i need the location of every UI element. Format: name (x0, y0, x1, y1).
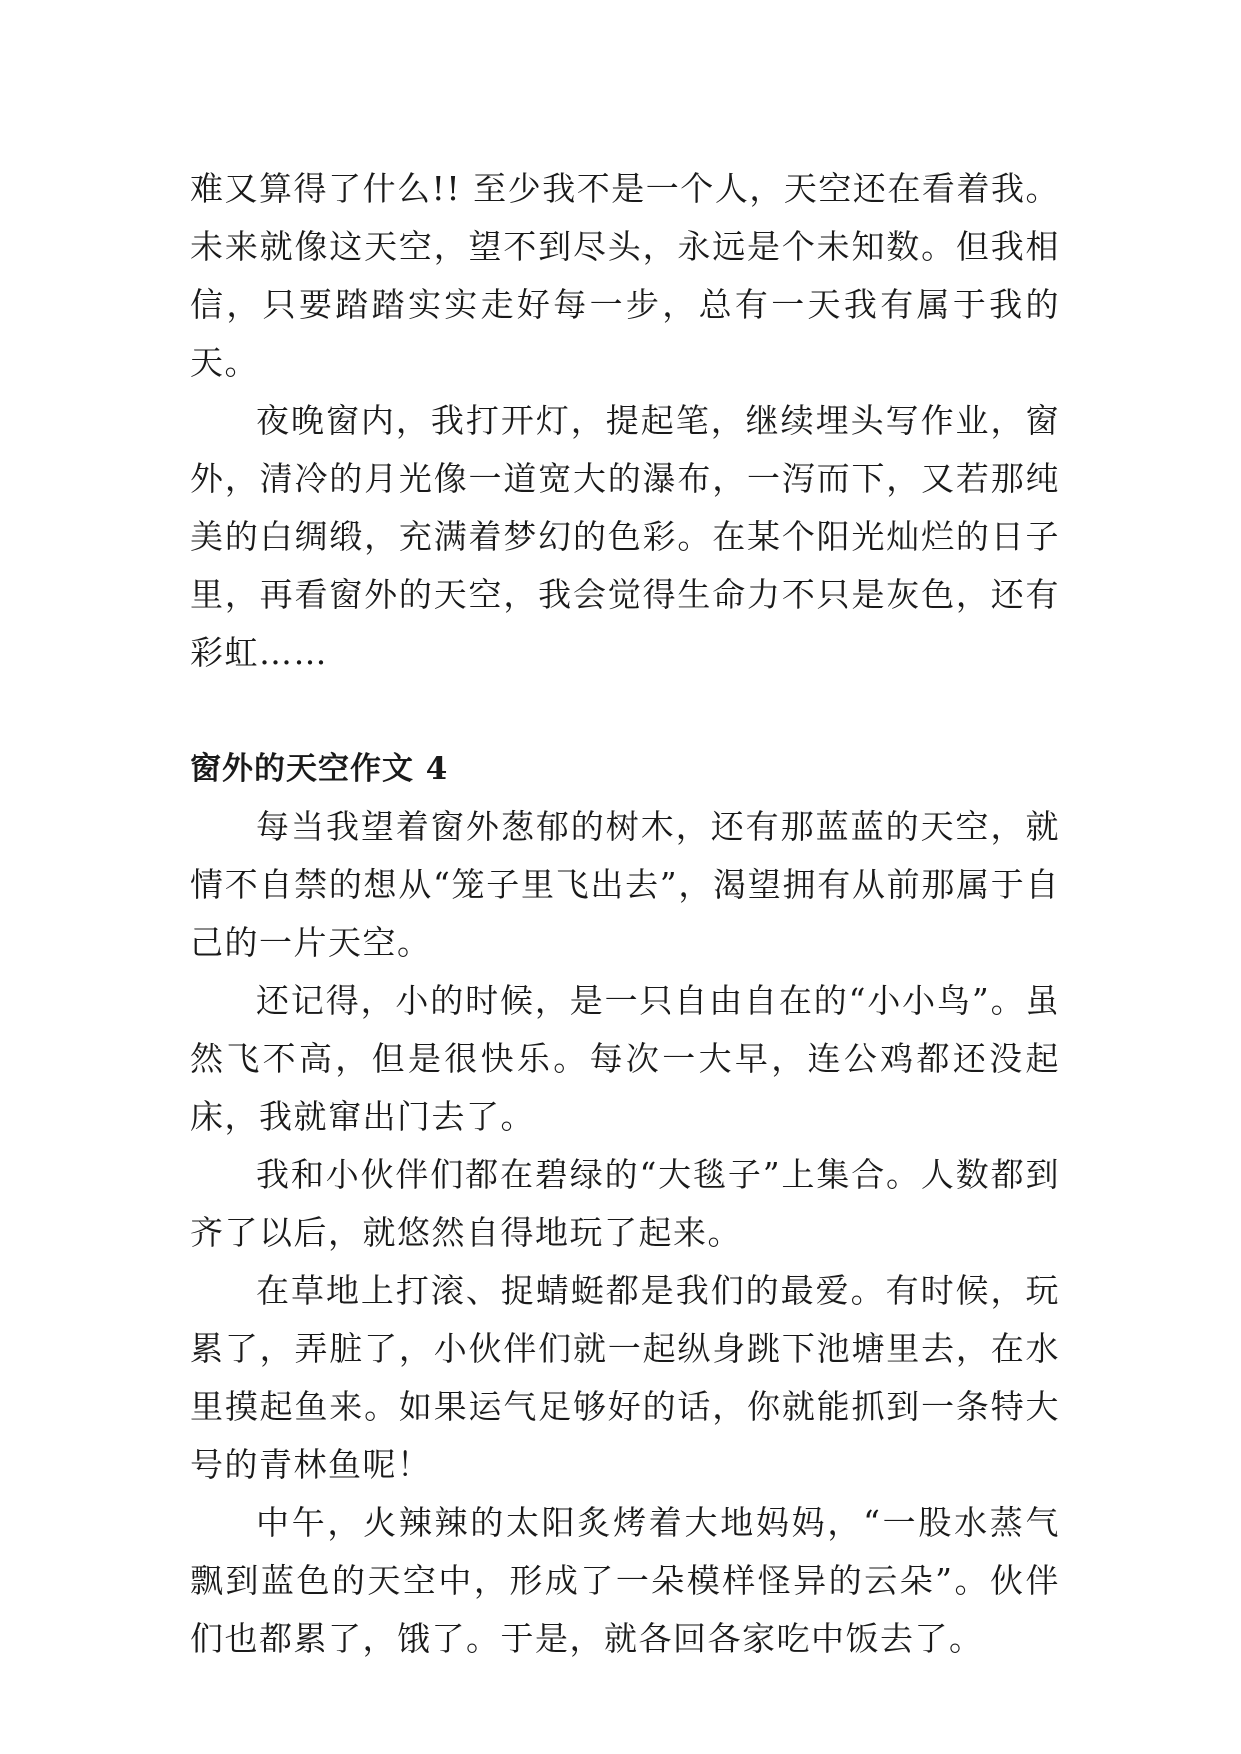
paragraph-night-window: 夜晚窗内，我打开灯，提起笔，继续埋头写作业，窗外，清冷的月光像一道宽大的瀑布，一泻而下，又若那纯美的白绸缎，充满着梦幻的色彩。在某个阳光灿烂的日子里，再看窗外的天空，我会觉得生命力不只是灰色，还有彩虹…… (190, 401, 1060, 672)
paragraph-1: 每当我望着窗外葱郁的树木，还有那蓝蓝的天空，就情不自禁的想从“笼子里飞出去”，渴望拥有从前那属于自己的一片天空。 (190, 807, 1060, 962)
paragraph-continued: 难又算得了什么!! 至少我不是一个人，天空还在看着我。未来就像这天空，望不到尽头，永远是个未知数。但我相信，只要踏踏实实走好每一步，总有一天我有属于我的天。 (190, 169, 1060, 382)
paragraph-4: 在草地上打滚、捉蜻蜓都是我们的最爱。有时候，玩累了，弄脏了，小伙伴们就一起纵身跳下池塘里去，在水里摸起鱼来。如果运气足够好的话，你就能抓到一条特大号的青林鱼呢！ (190, 1271, 1060, 1484)
document-body (190, 160, 1060, 1668)
paragraph-3: 我和小伙伴们都在碧绿的“大毯子”上集合。人数都到齐了以后，就悠然自得地玩了起来。 (190, 1155, 1060, 1252)
paragraph-5: 中午，火辣辣的太阳炙烤着大地妈妈，“一股水蒸气飘到蓝色的天空中，形成了一朵模样怪异的云朵”。伙伴们也都累了，饿了。于是，就各回各家吃中饭去了。 (190, 1503, 1060, 1658)
section-title: 窗外的天空作文 4 (190, 751, 449, 787)
paragraph-2: 还记得，小的时候，是一只自由自在的“小小鸟”。虽然飞不高，但是很快乐。每次一大早，连公鸡都还没起床，我就窜出门去了。 (190, 981, 1060, 1136)
